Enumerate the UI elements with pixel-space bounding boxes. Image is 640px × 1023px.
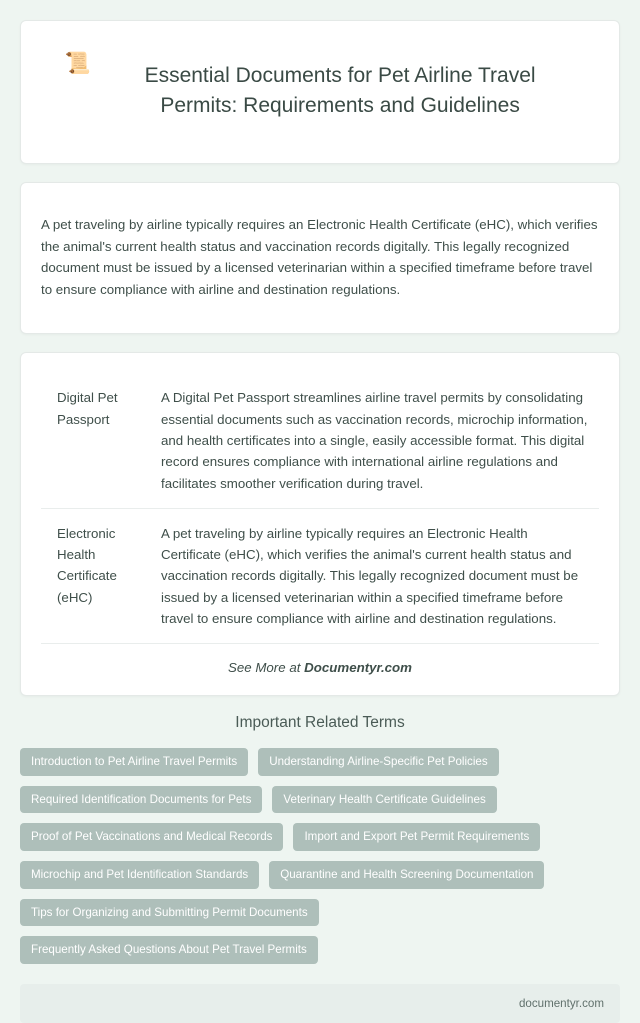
related-term-chip[interactable]: Tips for Organizing and Submitting Permit Documents <box>20 899 319 927</box>
related-term-chip[interactable]: Import and Export Pet Permit Requirements <box>293 823 540 851</box>
related-term-chip[interactable]: Understanding Airline-Specific Pet Policies <box>258 748 498 776</box>
definitions-table <box>41 373 599 644</box>
see-more-label: See More at <box>227 660 305 676</box>
related-term-chip[interactable]: Veterinary Health Certificate Guidelines <box>272 786 496 814</box>
related-term-chip[interactable]: Quarantine and Health Screening Documentation <box>269 861 544 889</box>
document-scroll-icon: 📜 <box>64 52 92 75</box>
definitions-card <box>20 352 620 696</box>
footer <box>20 984 620 1023</box>
footer-site-label: documentyr.com <box>518 996 604 1010</box>
related-term-chip[interactable]: Required Identification Documents for Pets <box>20 786 262 814</box>
table-row <box>41 508 599 643</box>
see-more <box>41 644 599 681</box>
related-terms-heading: Important Related Terms <box>235 714 405 732</box>
related-term-chip[interactable]: Microchip and Pet Identification Standards <box>20 861 259 889</box>
summary-text: A pet traveling by airline typically requires an Electronic Health Certificate (eHC), which verifies the animal's current health status and vaccination records digitally. This legally recognized document must be issued by a licensed veterinarian within a specified timeframe before travel to ensure compliance with airline and destination regulations. <box>41 217 598 297</box>
related-term-chip[interactable]: Proof of Pet Vaccinations and Medical Records <box>20 823 283 851</box>
term-definition: A pet traveling by airline typically requires an Electronic Health Certificate (eHC), which verifies the animal's current health status and vaccination records digitally. This legally recognized document must be issued by a licensed veterinarian within a specified timeframe before travel to ensure compliance with airline and destination regulations. <box>151 508 599 643</box>
term-definition: A Digital Pet Passport streamlines airline travel permits by consolidating essential documents such as vaccination records, microchip information, and health certificates into a single, easily accessible format. This digital record ensures compliance with international airline regulations and facilitates smoother verification during travel. <box>151 373 599 508</box>
see-more-link[interactable]: Documentyr.com <box>304 660 413 676</box>
related-term-chip[interactable]: Frequently Asked Questions About Pet Travel Permits <box>20 936 318 964</box>
term-name: Digital Pet Passport <box>41 373 151 508</box>
table-row <box>41 373 599 508</box>
summary-card <box>20 182 620 335</box>
title-row <box>49 47 591 135</box>
related-term-chip[interactable]: Introduction to Pet Airline Travel Permits <box>20 748 248 776</box>
term-name: Electronic Health Certificate (eHC) <box>41 508 151 643</box>
page-title: Essential Documents for Pet Airline Travel Permits: Requirements and Guidelines <box>144 64 536 117</box>
related-terms-list <box>20 748 620 964</box>
title-card <box>20 20 620 164</box>
